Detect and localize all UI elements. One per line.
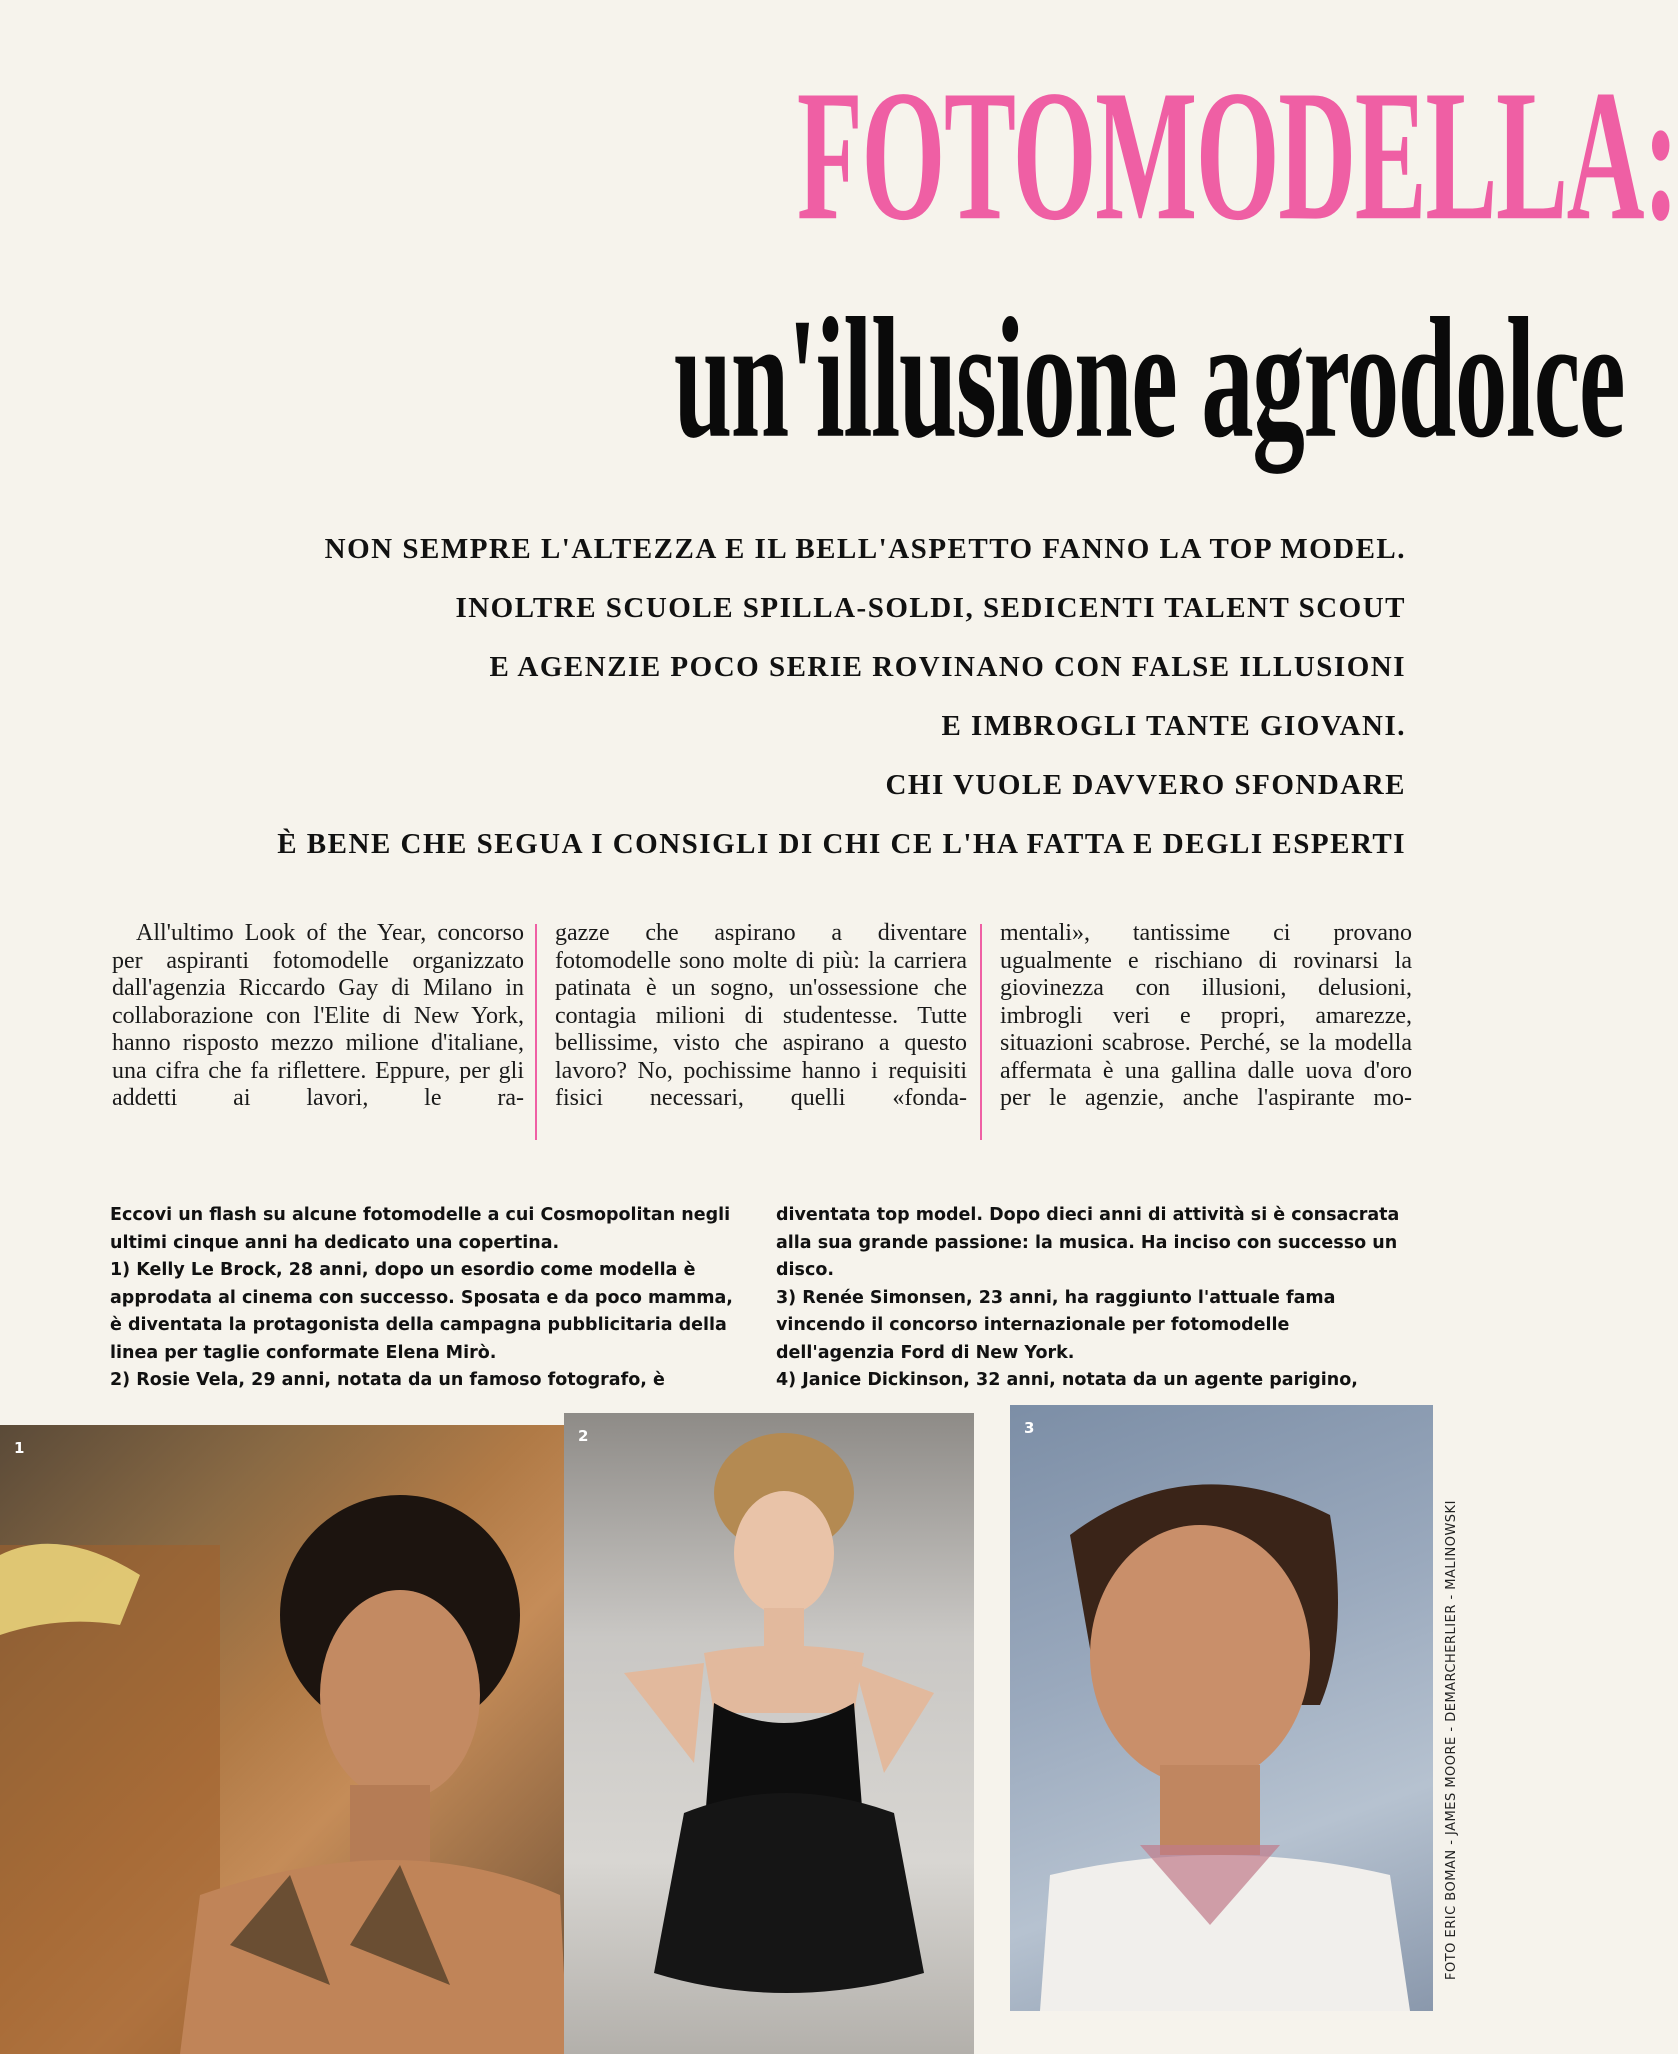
body-text: mentali», tantissime ci provano ugualmente e rischiano di rovinarsi la giovinezza con illusioni, delusioni, imbrogli veri e propri, amarezze, situazioni scabrose. Perché, se la modella affermata è una gallina dalle uova d'oro per le agenzie, anche l'aspirante mo- [1000,920,1412,1111]
photo-1-illustration [0,1425,568,2054]
deck-line: CHI VUOLE DAVVERO SFONDARE [885,769,1406,801]
body-column-2 [555,920,967,1113]
photo-model-1 [0,1425,568,2054]
deck-line: NON SEMPRE L'ALTEZZA E IL BELL'ASPETTO FANNO LA TOP MODEL. [324,533,1406,565]
deck [140,520,1406,874]
caption-text: 1) Kelly Le Brock, 28 anni, dopo un esordio come modella è approdata al cinema con successo. Sposata e da poco mamma, è diventata la protagonista della campagna pubblicitaria della linea per taglie conformate Elena Mirò. [110,1260,733,1363]
caption-text: 3) Renée Simonsen, 23 anni, ha raggiunto l'attuale fama vincendo il concorso internazionale per fotomodelle dell'agenzia Ford di New York. [776,1287,1336,1363]
body-text: gazze che aspirano a diventare fotomodelle sono molte di più: la carriera patinata è un sogno, un'ossessione che contagia milioni di studentesse. Tutte bellissime, visto che aspirano a questo lavoro? No, pochissime hanno i requisiti fisici necessari, quelli «fonda- [555,920,967,1111]
deck-line: E AGENZIE POCO SERIE ROVINANO CON FALSE ILLUSIONI [489,651,1406,683]
photo-model-3 [1010,1405,1433,2011]
column-divider [535,924,537,1140]
photo-2-illustration [564,1413,974,2054]
deck-line: E IMBROGLI TANTE GIOVANI. [941,710,1406,742]
caption-column-left [110,1202,744,1395]
caption-text: Eccovi un flash su alcune fotomodelle a cui Cosmopolitan negli ultimi cinque anni ha dedicato una copertina. [110,1205,731,1253]
photo-number: 3 [1024,1419,1035,1437]
body-column-3 [1000,920,1412,1113]
photo-model-2 [564,1413,974,2054]
deck-line: INOLTRE SCUOLE SPILLA-SOLDI, SEDICENTI TALENT SCOUT [455,592,1406,624]
photo-number: 1 [14,1439,25,1457]
body-column-1 [112,920,524,1113]
body-columns [112,920,1412,1140]
headline-line-2: un'illusione agrodolce [673,282,1625,474]
caption-text: diventata top model. Dopo dieci anni di attività si è consacrata alla sua grande passione: la musica. Ha inciso con successo un disco. [776,1205,1400,1280]
photo-3-illustration [1010,1405,1433,2011]
caption-column-right [776,1202,1410,1395]
headline-line-1: FOTOMODELLA: [796,52,1678,260]
caption-text: 4) Janice Dickinson, 32 anni, notata da un agente parigino, [776,1370,1358,1390]
photo-number: 2 [578,1427,589,1445]
caption-text: 2) Rosie Vela, 29 anni, notata da un famoso fotografo, è [110,1370,665,1390]
deck-line: È BENE CHE SEGUA I CONSIGLI DI CHI CE L'HA FATTA E DEGLI ESPERTI [277,828,1406,860]
body-text: All'ultimo Look of the Year, concorso per aspiranti fotomodelle organizzato dall'agenzia Riccardo Gay di Milano in collaborazione con l'Elite di New York, hanno risposto mezzo milione d'italiane, una cifra che fa riflettere. Eppure, per gli addetti ai lavori, le ra- [112,920,524,1111]
column-divider [980,924,982,1140]
photo-credit: FOTO ERIC BOMAN - JAMES MOORE - DEMARCHERLIER - MALINOWSKI [1444,1500,1459,1980]
